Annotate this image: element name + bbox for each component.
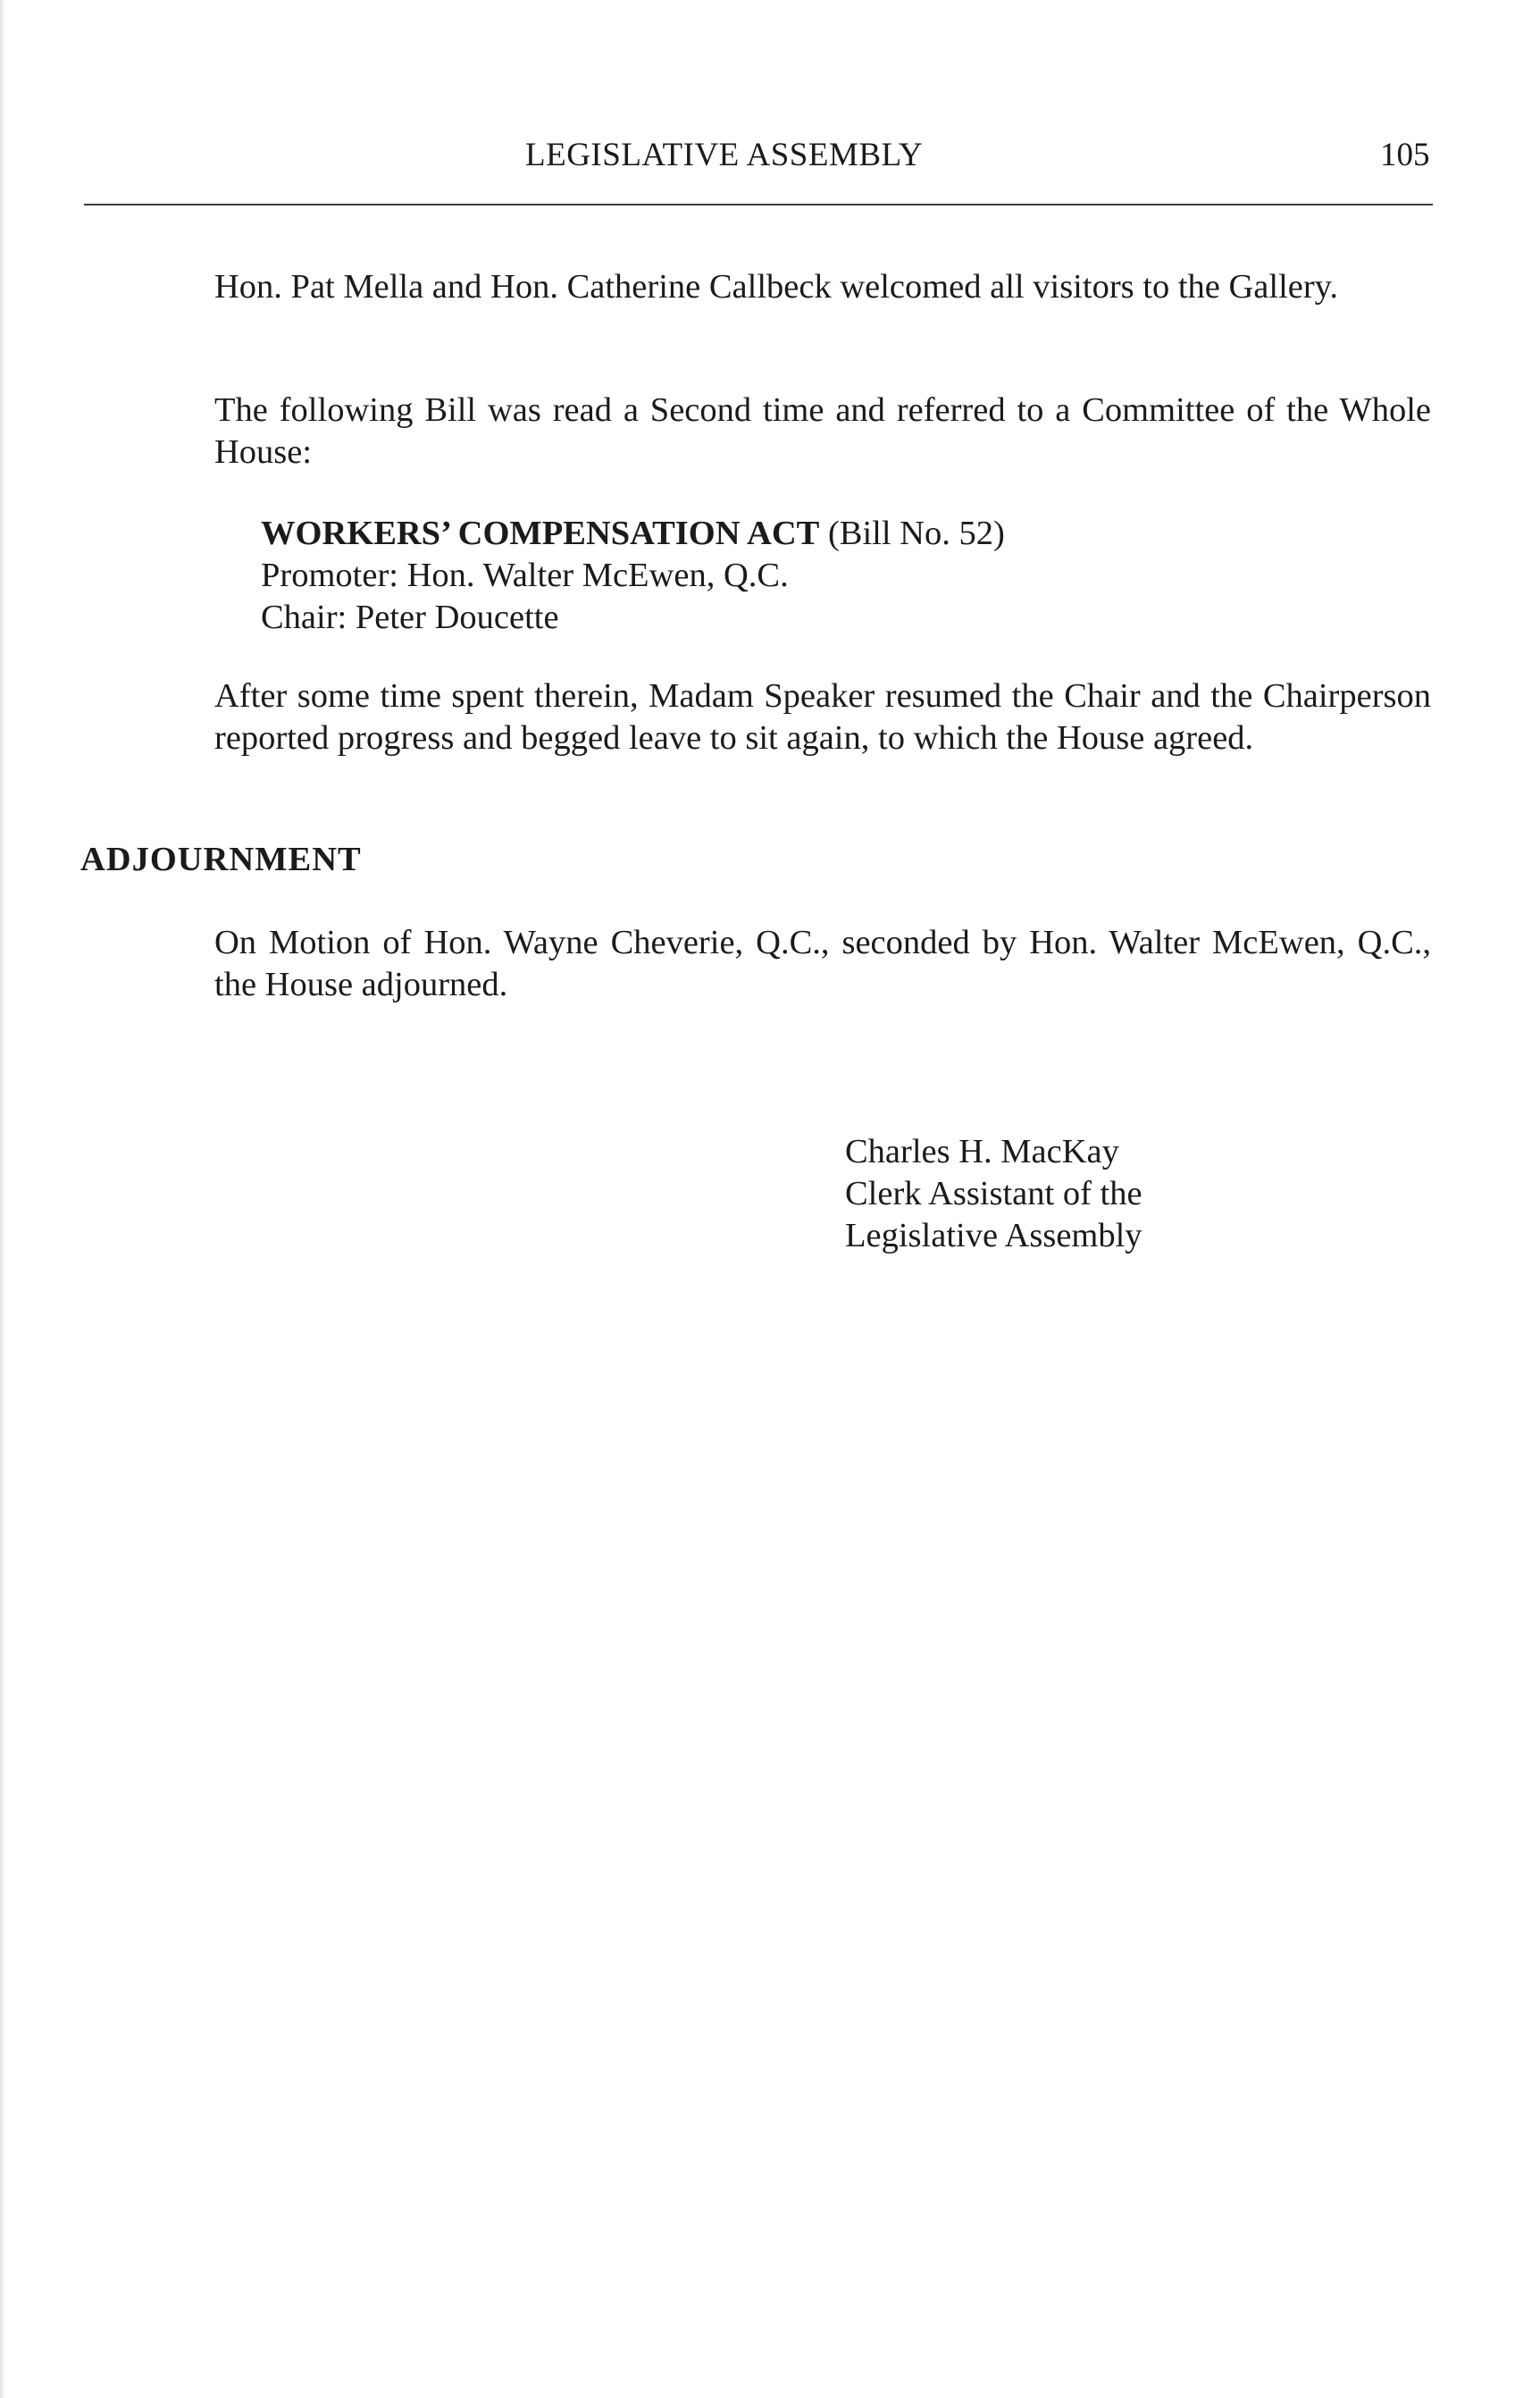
signature-block <box>845 1131 1142 1257</box>
paragraph-second-reading: The following Bill was read a Second time and referred to a Committee of the Whole House: <box>214 391 1431 471</box>
bill-title: WORKERS’ COMPENSATION ACT <box>261 515 820 552</box>
paragraph-visitors: Hon. Pat Mella and Hon. Catherine Callbeck welcomed all visitors to the Gallery. <box>214 268 1339 306</box>
bill-entry <box>261 513 1005 639</box>
running-title: LEGISLATIVE ASSEMBLY <box>525 137 924 173</box>
signatory-title-line1: Clerk Assistant of the <box>845 1175 1142 1212</box>
bill-title-line <box>261 513 1005 555</box>
bill-chair: Chair: Peter Doucette <box>261 599 559 636</box>
running-header <box>0 132 1540 186</box>
header-rule <box>84 204 1433 205</box>
signatory-name: Charles H. MacKay <box>845 1133 1119 1170</box>
paragraph-progress: After some time spent therein, Madam Speaker resumed the Chair and the Chairperson reported progress and begged leave to sit again, to which the House agreed. <box>214 677 1431 757</box>
bill-promoter: Promoter: Hon. Walter McEwen, Q.C. <box>261 557 789 594</box>
page-edge-shadow <box>0 0 5 2398</box>
signatory-title-line2: Legislative Assembly <box>845 1217 1142 1254</box>
bill-number: (Bill No. 52) <box>827 515 1005 552</box>
page-number: 105 <box>1380 137 1430 173</box>
adjournment-heading: ADJOURNMENT <box>80 841 362 878</box>
paragraph-adjournment: On Motion of Hon. Wayne Cheverie, Q.C., seconded by Hon. Walter McEwen, Q.C., the House adjourned. <box>214 924 1431 1003</box>
